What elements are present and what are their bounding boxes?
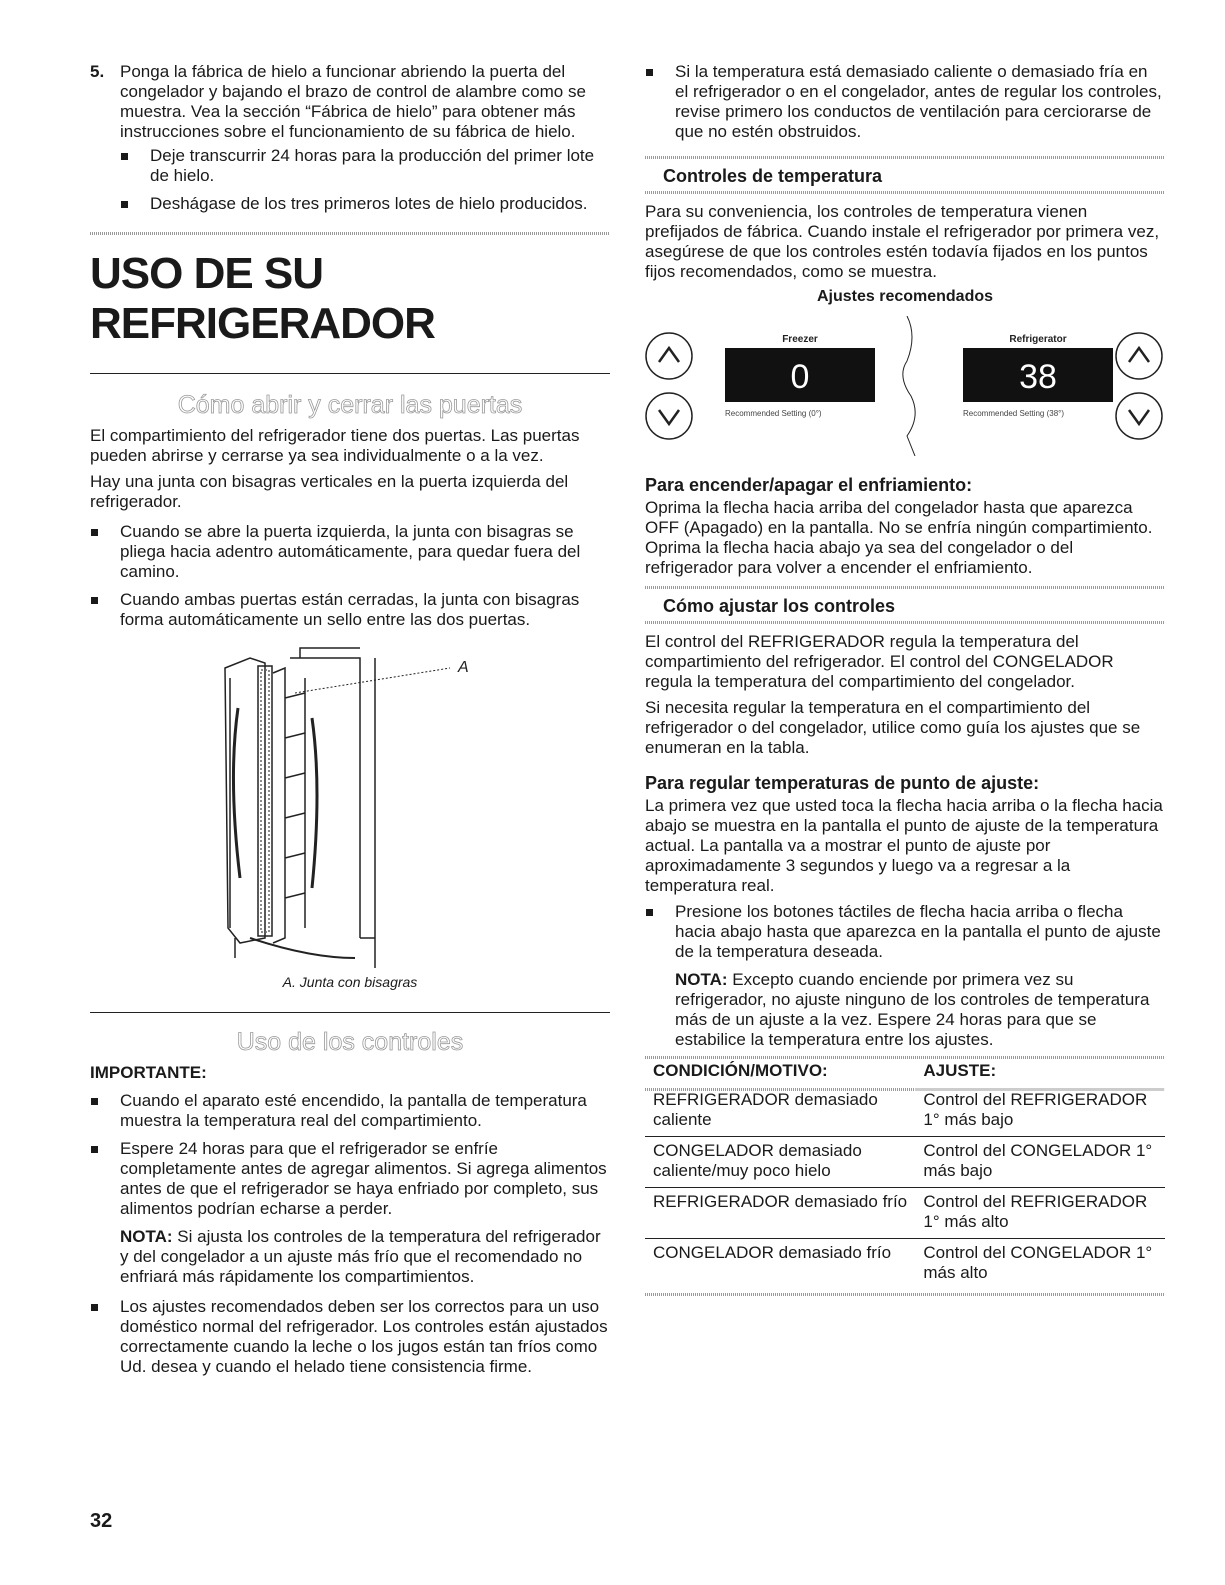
freezer-display: 0	[790, 358, 810, 396]
section-heading-temp-controls: Controles de temperatura	[663, 166, 883, 186]
refrigerator-label: Refrigerator	[1009, 334, 1067, 345]
table-header-setting: AJUSTE:	[923, 1061, 997, 1080]
list-item: Cuando se abre la puerta izquierda, la junta con bisagras se pliega hacia adentro automáticamente, para quedar fuera del camino.	[90, 522, 610, 582]
paragraph: Si necesita regular la temperatura en el compartimiento del refrigerador o del congelador, utilice como guía los ajustes que se enumeran en la tabla.	[645, 698, 1141, 757]
freezer-recommended-setting: Recommended Setting (0°)	[725, 409, 822, 418]
setpoint-heading: Para regular temperaturas de punto de ajuste:	[645, 773, 1040, 793]
freezer-up-arrow-button	[646, 333, 692, 379]
note	[645, 970, 1165, 1050]
list-item: Los ajustes recomendados deben ser los correctos para un uso doméstico normal del refrigerador. Los controles están ajustados correctamente cuando la leche o los jugos están tan fríos como Ud. desea y cuando el helado tiene consistencia firme.	[90, 1297, 610, 1377]
control-panel-illustration	[645, 316, 1165, 456]
freezer-down-arrow-button	[646, 393, 692, 439]
note	[90, 1227, 610, 1287]
section-heading-adjust: Cómo ajustar los controles	[663, 596, 896, 616]
left-column	[90, 62, 610, 1385]
right-column	[645, 62, 1165, 1296]
paragraph: Hay una junta con bisagras verticales en la puerta izquierda del refrigerador.	[90, 472, 569, 511]
step-5-bullets	[90, 146, 610, 214]
step-number: 5.	[90, 62, 105, 81]
section-heading-doors: Cómo abrir y cerrar las puertas	[177, 391, 523, 419]
divider	[645, 621, 1165, 624]
section-heading-controls: Uso de los controles	[236, 1028, 464, 1056]
page-title: USO DE SU REFRIGERADOR	[90, 249, 435, 348]
list-item: Si la temperatura está demasiado caliente o demasiado fría en el refrigerador o en el congelador, antes de regular los controles, revise primero los conductos de ventilación para cerciorarse de que no estén obstruidos.	[645, 62, 1165, 142]
onoff-heading: Para encender/apagar el enfriamiento:	[645, 475, 973, 495]
paragraph: Para su conveniencia, los controles de temperatura vienen prefijados de fábrica. Cuando instale el refrigerador por primera vez, asegúrese de que los controles estén todavía fijados en los puntos fijos recomendados, como se muestra.	[645, 202, 1160, 281]
divider	[90, 232, 610, 235]
control-panel-figure	[645, 316, 1165, 456]
note-text: Si ajusta los controles de la temperatura del refrigerador y del congelador a un ajuste más frío que el recomendado no enfriará más rápidamente los compartimientos.	[120, 1227, 601, 1286]
step-5	[90, 62, 610, 142]
divider	[645, 586, 1165, 589]
divider	[90, 373, 610, 374]
divider	[90, 1012, 610, 1013]
table-row	[645, 1239, 1165, 1290]
step-5-text: Ponga la fábrica de hielo a funcionar abriendo la puerta del congelador y bajando el brazo de control de alambre como se muestra. Vea la sección “Fábrica de hielo” para obtener más instrucciones sobre el funcionamiento de su fábrica de hielo.	[120, 62, 586, 141]
door-illustration	[90, 638, 610, 968]
table-cell-setting: Control del REFRIGERADOR 1° más bajo	[923, 1090, 1148, 1129]
refrigerator-up-arrow-button	[1116, 333, 1162, 379]
list-item: Espere 24 horas para que el refrigerador se enfríe completamente antes de agregar alimentos. Si agrega alimentos antes de que el refrigerador se haya enfriado por completo, sus alimentos podrían echarse a perder.	[90, 1139, 610, 1219]
divider	[645, 1293, 1165, 1296]
note-text: Excepto cuando enciende por primera vez su refrigerador, no ajuste ninguno de los controles de temperatura más de un ajuste a la vez. Espere 24 horas para que se estabilice la temperatura entre los ajustes.	[675, 970, 1150, 1049]
list-item: Deje transcurrir 24 horas para la producción del primer lote de hielo.	[120, 146, 610, 186]
note-label: NOTA:	[675, 970, 728, 989]
refrigerator-door-figure	[90, 638, 610, 968]
divider	[645, 156, 1165, 159]
table-row	[645, 1137, 1165, 1188]
page-number: 32	[90, 1510, 113, 1532]
list-item: Deshágase de los tres primeros lotes de hielo producidos.	[120, 194, 610, 214]
paragraph: La primera vez que usted toca la flecha hacia arriba o la flecha hacia abajo se muestra en la pantalla el punto de ajuste de la temperatura actual. La pantalla va a mostrar el punto de ajuste por aproximadamente 3 segundos y luego va a regresar a la temperatura real.	[645, 796, 1163, 895]
table-cell-condition: REFRIGERADOR demasiado frío	[645, 1188, 915, 1239]
figure-caption: A. Junta con bisagras	[282, 974, 418, 990]
paragraph: Oprima la flecha hacia arriba del congelador hasta que aparezca OFF (Apagado) en la pantalla. No se enfría ningún compartimiento. Oprima la flecha hacia abajo ya sea del congelador o del refrigerador para volver a encender el enfriamiento.	[645, 498, 1153, 577]
paragraph: El compartimiento del refrigerador tiene dos puertas. Las puertas pueden abrirse y cerrarse ya sea individualmente o a la vez.	[90, 426, 580, 465]
table-cell-setting: Control del REFRIGERADOR 1° más alto	[915, 1188, 1165, 1239]
refrigerator-down-arrow-button	[1116, 393, 1162, 439]
list-item: Presione los botones táctiles de flecha hacia arriba o flecha hacia abajo hasta que aparezca en la pantalla el punto de ajuste de la temperatura deseada.	[645, 902, 1165, 962]
table-cell-condition: CONGELADOR demasiado frío	[645, 1239, 915, 1290]
important-label: IMPORTANTE:	[90, 1063, 207, 1082]
recommended-settings-heading: Ajustes recomendados	[816, 288, 994, 305]
refrigerator-recommended-setting: Recommended Setting (38°)	[963, 409, 1065, 418]
freezer-label: Freezer	[782, 334, 818, 345]
table-cell-setting: Control del CONGELADOR 1° más alto	[915, 1239, 1165, 1290]
table-row	[645, 1085, 1165, 1137]
settings-table	[645, 1059, 1165, 1289]
note-label: NOTA:	[120, 1227, 173, 1246]
list-item: Cuando el aparato esté encendido, la pantalla de temperatura muestra la temperatura real del compartimiento.	[90, 1091, 610, 1131]
table-cell-setting: Control del CONGELADOR 1° más bajo	[915, 1137, 1165, 1188]
paragraph: El control del REFRIGERADOR regula la temperatura del compartimiento del refrigerador. El control del CONGELADOR regula la temperatura del compartimiento del congelador.	[645, 632, 1114, 691]
table-cell-condition: CONGELADOR demasiado caliente/muy poco hielo	[645, 1137, 915, 1188]
table-header-condition: CONDICIÓN/MOTIVO:	[653, 1061, 828, 1080]
divider	[645, 191, 1165, 194]
refrigerator-display: 38	[1019, 358, 1057, 396]
table-cell-condition: REFRIGERADOR demasiado caliente	[653, 1090, 878, 1129]
table-header-row	[645, 1059, 1165, 1085]
list-item: Cuando ambas puertas están cerradas, la junta con bisagras forma automáticamente un sello entre las dos puertas.	[90, 590, 610, 630]
table-row	[645, 1188, 1165, 1239]
figure-label-a: A	[458, 659, 469, 676]
